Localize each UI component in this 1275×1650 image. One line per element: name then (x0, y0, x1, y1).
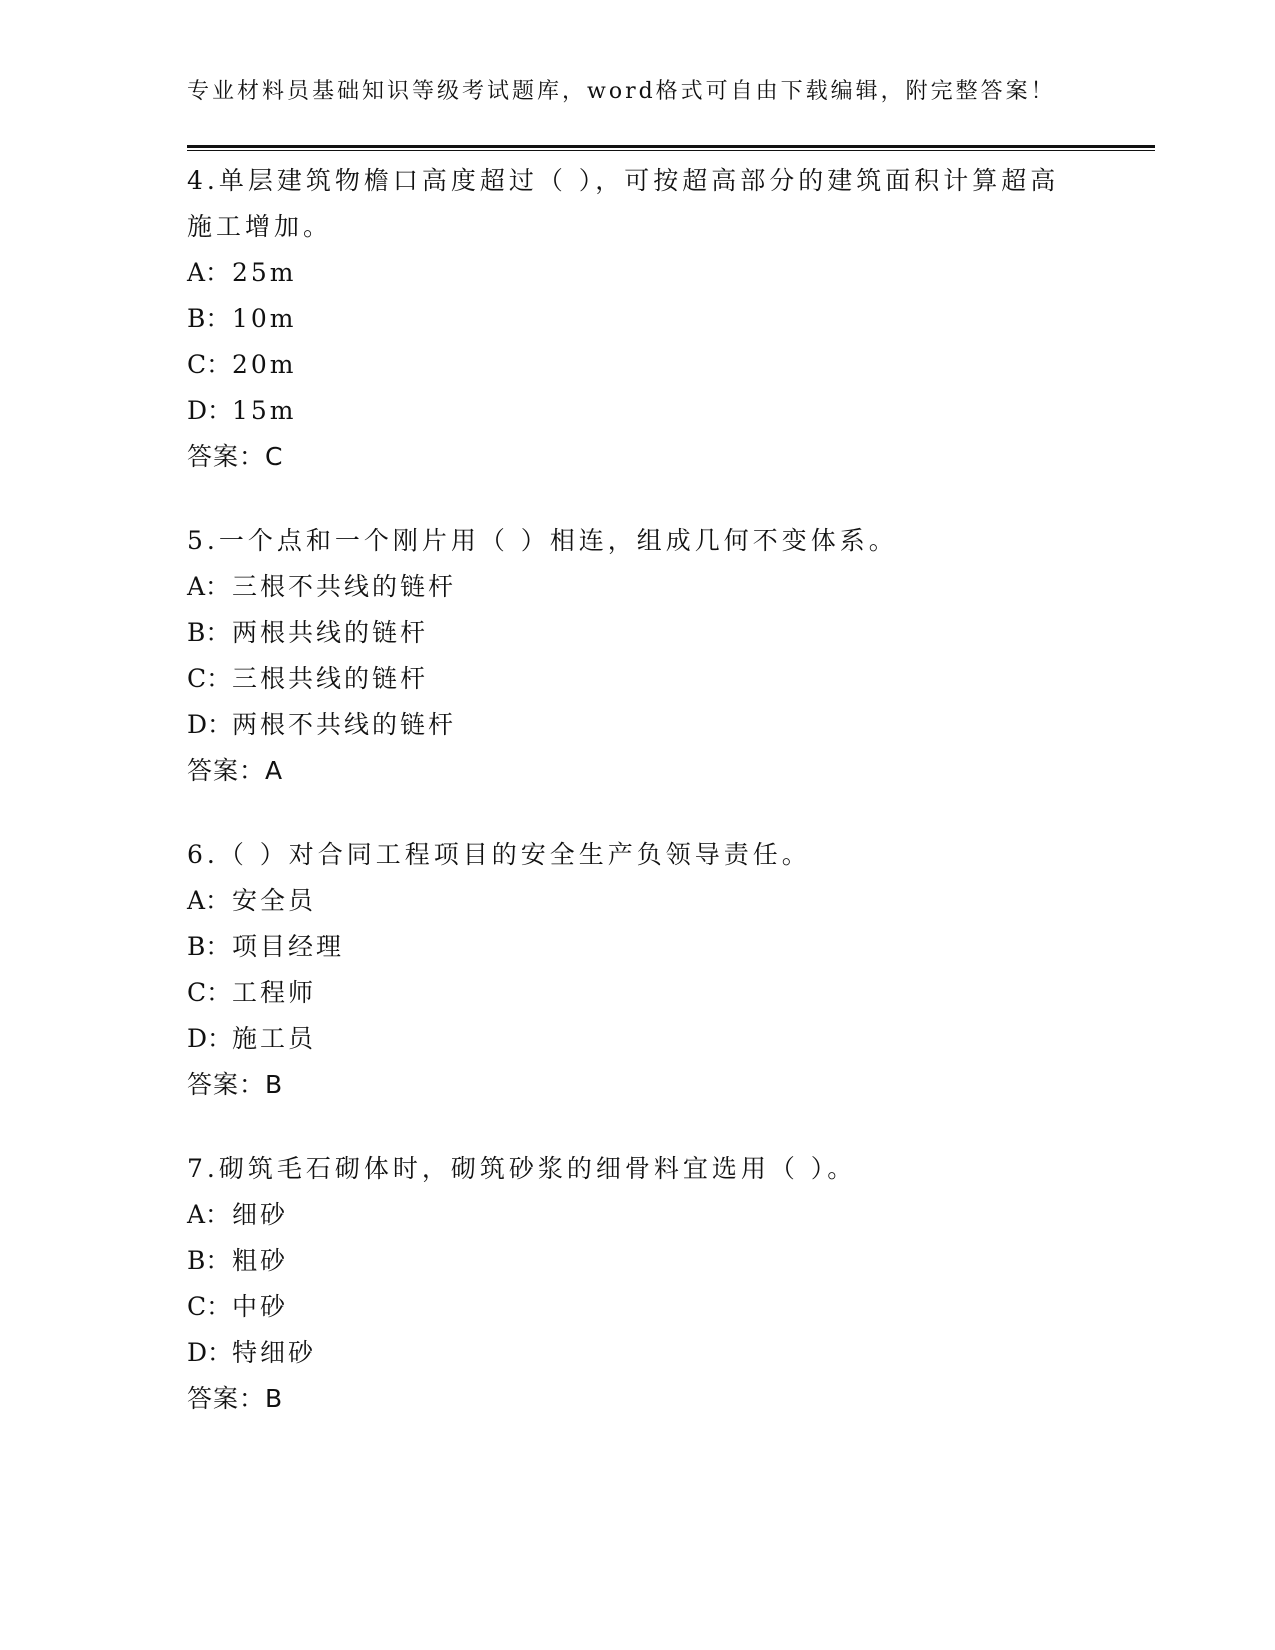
option-key: B： (187, 932, 231, 961)
option-b (187, 610, 1087, 656)
option-text: 特细砂 (232, 1338, 317, 1367)
option-key: C： (187, 1292, 232, 1321)
option-key: C： (187, 978, 232, 1007)
question-6 (187, 832, 1087, 1108)
option-text: 粗砂 (232, 1246, 289, 1275)
option-text: 25m (232, 258, 297, 287)
option-d (187, 388, 1087, 434)
question-text: 5.一个点和一个刚片用（ ）相连，组成几何不变体系。 (187, 526, 898, 555)
option-text: 细砂 (232, 1200, 289, 1229)
option-text: 两根共线的链杆 (232, 618, 429, 647)
question-text: 4.单层建筑物檐口高度超过（ ），可按超高部分的建筑面积计算超高施工增加。 (187, 166, 1060, 241)
option-text: 项目经理 (232, 932, 345, 961)
option-key: A： (187, 258, 231, 287)
option-a (187, 878, 1087, 924)
question-text: 7.砌筑毛石砌体时，砌筑砂浆的细骨料宜选用（ ）。 (187, 1154, 857, 1183)
option-text: 20m (232, 350, 297, 379)
option-a (187, 1192, 1087, 1238)
option-text: 两根不共线的链杆 (232, 710, 457, 739)
option-key: D： (187, 396, 233, 425)
option-key: C： (187, 664, 232, 693)
option-a (187, 564, 1087, 610)
header-rule-thick (187, 145, 1155, 148)
option-text: 中砂 (232, 1292, 289, 1321)
answer-line: 答案：B (187, 1384, 284, 1413)
answer-line: 答案：C (187, 442, 284, 471)
option-b (187, 924, 1087, 970)
option-a (187, 250, 1087, 296)
question-7 (187, 1146, 1087, 1422)
header-rule-thin (187, 150, 1155, 151)
option-text: 10m (232, 304, 297, 333)
option-key: B： (187, 1246, 231, 1275)
option-key: A： (187, 572, 231, 601)
option-c (187, 656, 1087, 702)
answer-line: 答案：A (187, 756, 284, 785)
option-b (187, 296, 1087, 342)
option-key: A： (187, 886, 231, 915)
option-text: 工程师 (232, 978, 317, 1007)
option-key: B： (187, 618, 231, 647)
question-4 (187, 158, 1087, 480)
option-c (187, 970, 1087, 1016)
option-key: C： (187, 350, 232, 379)
option-c (187, 342, 1087, 388)
option-b (187, 1238, 1087, 1284)
option-d (187, 702, 1087, 748)
option-d (187, 1016, 1087, 1062)
option-key: D： (187, 710, 233, 739)
option-text: 15m (232, 396, 297, 425)
option-key: B： (187, 304, 231, 333)
option-text: 施工员 (232, 1024, 317, 1053)
option-d (187, 1330, 1087, 1376)
option-key: A： (187, 1200, 231, 1229)
option-text: 三根共线的链杆 (232, 664, 429, 693)
page-header: 专业材料员基础知识等级考试题库，word格式可自由下载编辑，附完整答案！ (187, 79, 1056, 104)
answer-line: 答案：B (187, 1070, 284, 1099)
option-text: 三根不共线的链杆 (232, 572, 457, 601)
question-text: 6.（ ）对合同工程项目的安全生产负领导责任。 (187, 840, 811, 869)
option-key: D： (187, 1024, 233, 1053)
option-key: D： (187, 1338, 233, 1367)
option-c (187, 1284, 1087, 1330)
option-text: 安全员 (232, 886, 317, 915)
question-5 (187, 518, 1087, 794)
question-list (187, 158, 1087, 1460)
